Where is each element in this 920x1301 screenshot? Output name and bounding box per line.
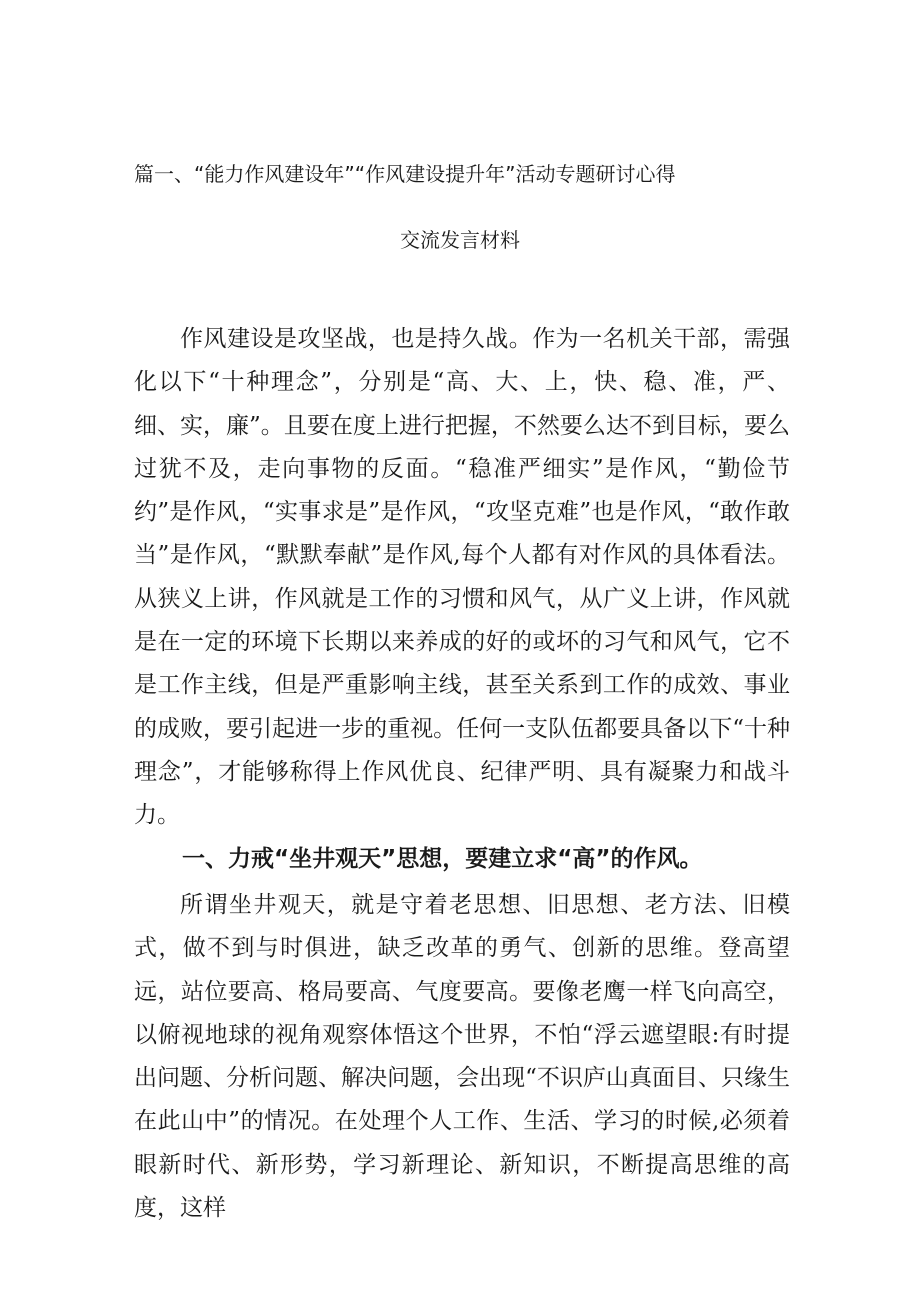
document-title: 篇一、“能力作风建设年”“作风建设提升年”活动专题研讨心得 — [134, 162, 676, 186]
section-heading-1: 一、力戒“坐井观天”思想，要建立求“高”的作风。 — [182, 846, 703, 872]
body-paragraph-section-1: 所谓坐井观天，就是守着老思想、旧思想、老方法、旧模式，做不到与时俱进，缺乏改革的勇气、创新的思维。登高望远，站位要高、格局要高、气度要高。要像老鹰一样飞向高空，以俯视地球的视角观察体悟这个世界，不怕“浮云遮望眼:有时提出问题、分析问题、解决问题，会出现“不识庐山真面目、只缘生在此山中”的情况。在处理个人工作、生活、学习的时候,必须着眼新时代、新形势，学习新理论、新知识，不断提高思维的高度，这样 — [134, 892, 790, 1222]
document-title-continued: 交流发言材料 — [400, 228, 520, 252]
body-paragraph-intro: 作风建设是攻坚战，也是持久战。作为一名机关干部，需强化以下“十种理念”，分别是“高、大、上，快、稳、准，严、细、实，廉”。且要在度上进行把握，不然要么达不到目标，要么过犹不及，走向事物的反面。“稳准严细实”是作风，“勤俭节约”是作风，“实事求是”是作风，“攻坚克难”也是作风，“敢作敢当”是作风，“默默奉献”是作风,每个人都有对作风的具体看法。从狭义上讲，作风就是工作的习惯和风气，从广义上讲，作风就是在一定的环境下长期以来养成的好的或坏的习气和风气，它不是工作主线，但是严重影响主线，甚至关系到工作的成效、事业的成败，要引起进一步的重视。任何一支队伍都要具备以下“十种理念”，才能够称得上作风优良、纪律严明、具有凝聚力和战斗力。 — [134, 326, 790, 829]
